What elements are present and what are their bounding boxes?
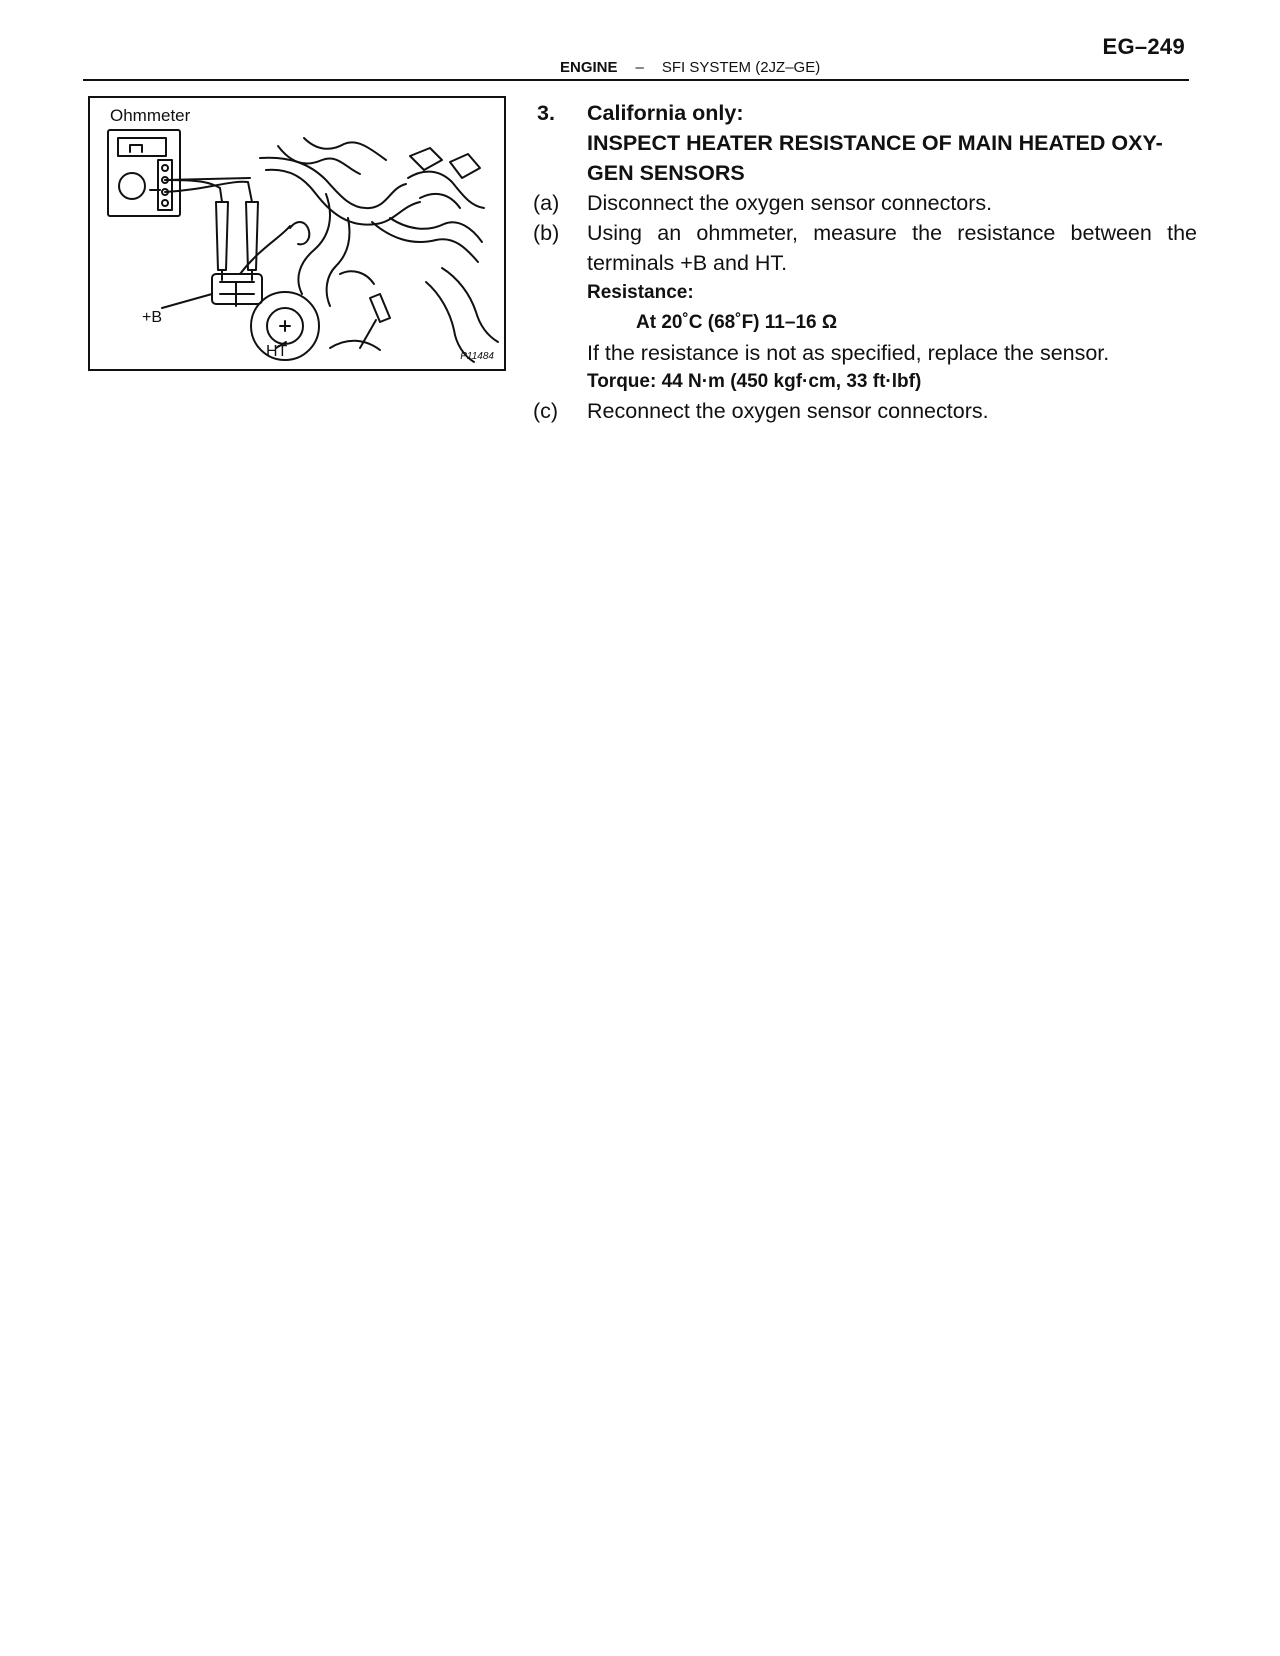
header-section: ENGINE — [560, 59, 618, 76]
figure-label-ohmmeter: Ohmmeter — [110, 106, 191, 125]
running-header — [560, 59, 820, 76]
ohmmeter-figure — [88, 96, 506, 371]
step-title-line1: INSPECT HEATER RESISTANCE OF MAIN HEATED OXY- — [587, 131, 1163, 155]
page-number: EG–249 — [1102, 34, 1185, 59]
header-subsection: SFI SYSTEM (2JZ–GE) — [661, 59, 821, 76]
torque-spec: Torque: 44 N·m (450 kgf·cm, 33 ft·lbf) — [587, 371, 922, 392]
step-heading — [533, 98, 1197, 188]
figure-label-ht: HT — [266, 343, 288, 360]
list-item-b — [533, 218, 1197, 278]
figure-code: P11484 — [460, 351, 494, 362]
list-item-c — [533, 396, 1197, 426]
item-a-text: Disconnect the oxygen sensor connectors. — [587, 191, 993, 215]
engine-illustration — [90, 98, 504, 369]
step-condition: California only: — [587, 101, 744, 125]
figure-label-plus-b: +B — [142, 309, 163, 326]
resistance-label: Resistance: — [587, 282, 694, 303]
item-b-label: (b) — [533, 221, 560, 245]
procedure-content — [533, 98, 1197, 426]
list-item-a — [533, 188, 1197, 218]
step-title-line2: GEN SENSORS — [587, 161, 745, 185]
item-c-label: (c) — [533, 399, 559, 423]
item-a-label: (a) — [533, 191, 560, 215]
item-b-text: Using an ohmmeter, measure the resistance between the terminals +B and HT. — [587, 221, 1197, 275]
step-number: 3. — [537, 101, 555, 125]
header-rule — [83, 79, 1189, 81]
item-c-text: Reconnect the oxygen sensor connectors. — [587, 399, 989, 423]
resistance-note: If the resistance is not as specified, replace the sensor. — [587, 341, 1110, 365]
resistance-value: At 20˚C (68˚F) 11–16 Ω — [636, 312, 838, 333]
header-separator: – — [635, 59, 644, 76]
